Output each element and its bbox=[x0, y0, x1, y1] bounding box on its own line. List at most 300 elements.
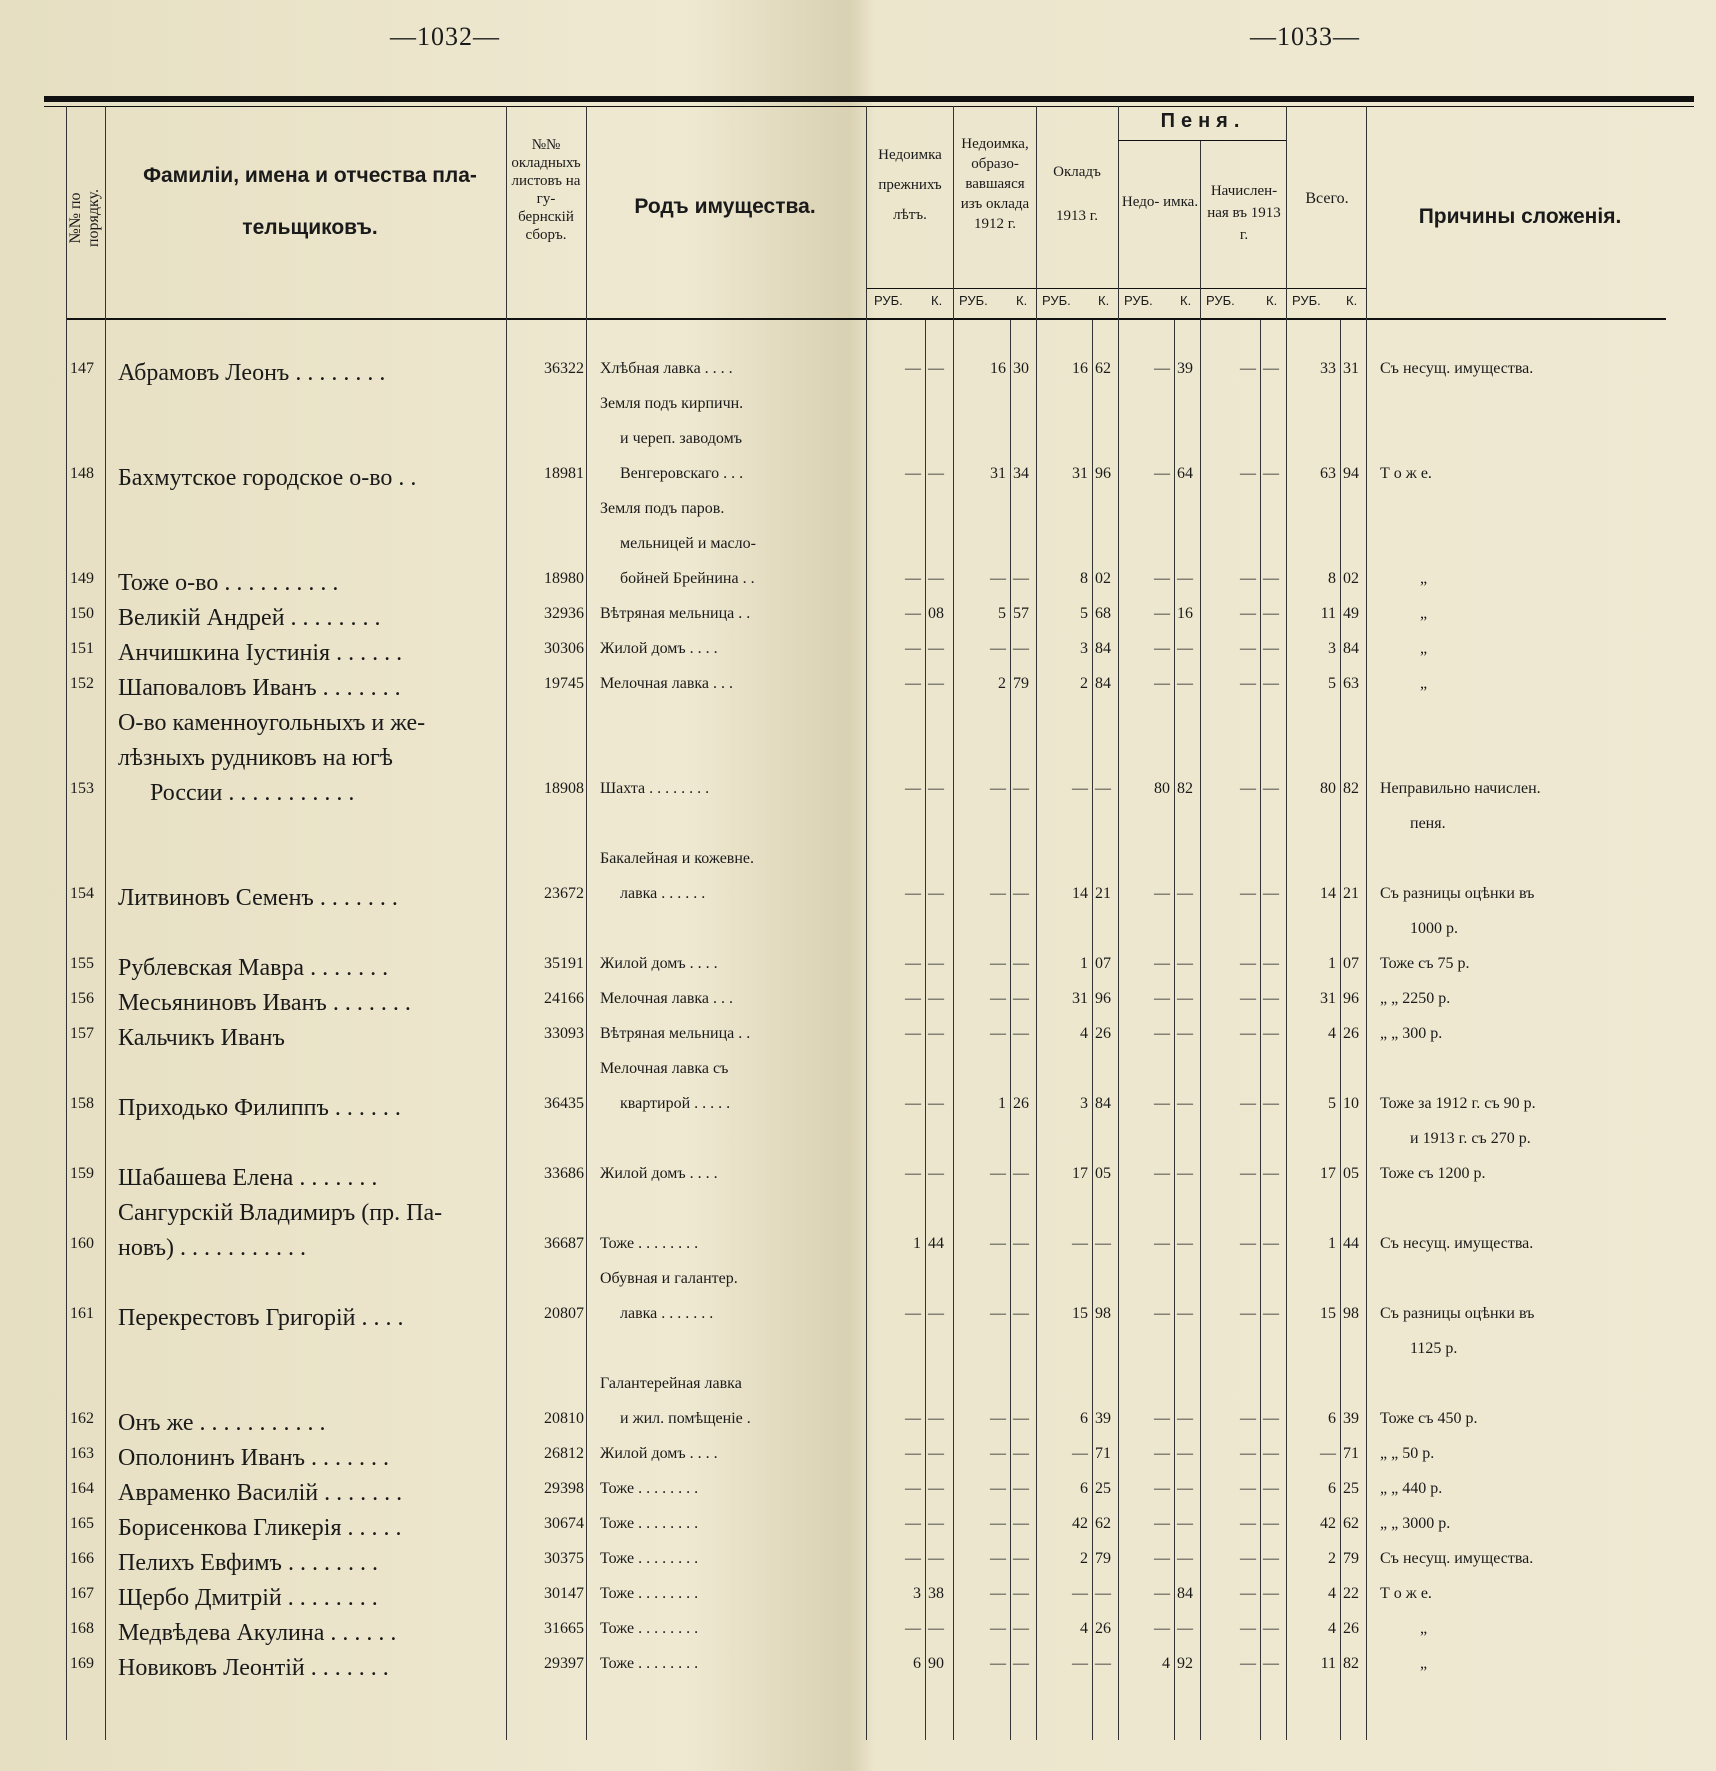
amount-p2-kop: — bbox=[1263, 360, 1279, 377]
property-type: Шахта . . . . . . . . bbox=[600, 780, 710, 797]
property-type: Тоже . . . . . . . . bbox=[600, 1655, 699, 1672]
unit-kop-3: К. bbox=[1180, 293, 1192, 308]
sheet-number: 30674 bbox=[544, 1515, 584, 1532]
amount-p1-kop: 84 bbox=[1177, 1585, 1193, 1602]
amount-p1-kop: — bbox=[1177, 1305, 1193, 1322]
amount-a1-kop: — bbox=[928, 360, 944, 377]
amount-p2-rub: — bbox=[1240, 1515, 1256, 1532]
amount-p1-kop: — bbox=[1177, 1480, 1193, 1497]
header-penalty-1913: Начислен- ная въ 1913 г. bbox=[1207, 183, 1281, 243]
sheet-number: 36322 bbox=[544, 360, 584, 377]
payer-name: Месьяниновъ Иванъ . . . . . . . bbox=[118, 990, 411, 1016]
sheet-number: 18980 bbox=[544, 570, 584, 587]
amount-a2-kop: — bbox=[1013, 1025, 1029, 1042]
amount-o-kop: — bbox=[1095, 1655, 1111, 1672]
payer-name: Шабашева Елена . . . . . . . bbox=[118, 1165, 378, 1191]
amount-a2-kop: — bbox=[1013, 1585, 1029, 1602]
amount-a1-rub: 3 bbox=[913, 1585, 921, 1602]
amount-t-rub: 15 bbox=[1320, 1305, 1336, 1322]
amount-a2-kop: — bbox=[1013, 1620, 1029, 1637]
payer-name: Приходько Филиппъ . . . . . . bbox=[118, 1095, 401, 1121]
amount-p1-kop: 16 bbox=[1177, 605, 1193, 622]
amount-a1-rub: — bbox=[905, 1480, 921, 1497]
payer-name: Анчишкина Iустинiя . . . . . . bbox=[118, 640, 403, 666]
header-penalty-arrears: Недо- имка. bbox=[1121, 194, 1199, 210]
amount-o-kop: 84 bbox=[1095, 640, 1111, 657]
amount-a2-kop: — bbox=[1013, 1305, 1029, 1322]
row-number: 154 bbox=[70, 885, 94, 902]
amount-a2-kop: — bbox=[1013, 780, 1029, 797]
amount-o-rub: 17 bbox=[1072, 1165, 1088, 1182]
payer-name: Щербо Дмитрiй . . . . . . . . bbox=[118, 1585, 378, 1611]
amount-o-kop: 68 bbox=[1095, 605, 1111, 622]
sheet-number: 20810 bbox=[544, 1410, 584, 1427]
reason: „ bbox=[1420, 605, 1428, 622]
amount-t-rub: 42 bbox=[1320, 1515, 1336, 1532]
amount-p2-kop: — bbox=[1263, 1585, 1279, 1602]
amount-p2-kop: — bbox=[1263, 1025, 1279, 1042]
amount-p1-rub: — bbox=[1154, 1585, 1170, 1602]
amount-a2-kop: — bbox=[1013, 1445, 1029, 1462]
payer-name: О-во каменноугольныхъ и же- bbox=[118, 710, 426, 736]
amount-a1-kop: — bbox=[928, 1095, 944, 1112]
sheet-number: 31665 bbox=[544, 1620, 584, 1637]
amount-a1-kop: 08 bbox=[928, 605, 944, 622]
amount-t-kop: 21 bbox=[1343, 885, 1359, 902]
amount-t-rub: 4 bbox=[1328, 1585, 1336, 1602]
sheet-number: 30306 bbox=[544, 640, 584, 657]
amount-p1-rub: — bbox=[1154, 465, 1170, 482]
amount-p2-kop: — bbox=[1263, 1235, 1279, 1252]
payer-name: Великiй Андрей . . . . . . . . bbox=[118, 605, 381, 631]
header-arrears-prior: Недоимка прежнихъ лѣтъ. bbox=[878, 147, 942, 223]
amount-t-kop: 05 bbox=[1343, 1165, 1359, 1182]
amount-a2-kop: 30 bbox=[1013, 360, 1029, 377]
amount-p1-rub: — bbox=[1154, 1305, 1170, 1322]
row-number: 168 bbox=[70, 1620, 94, 1637]
amount-t-rub: 11 bbox=[1320, 1655, 1336, 1672]
payer-name: Пелихъ Евфимъ . . . . . . . . bbox=[118, 1550, 378, 1576]
amount-p1-kop: 82 bbox=[1177, 780, 1193, 797]
amount-o-kop: 26 bbox=[1095, 1620, 1111, 1637]
amount-a1-kop: — bbox=[928, 465, 944, 482]
row-number: 158 bbox=[70, 1095, 94, 1112]
amount-a2-kop: — bbox=[1013, 1515, 1029, 1532]
unit-rub-3: РУБ. bbox=[1124, 293, 1153, 308]
amount-p1-kop: — bbox=[1177, 990, 1193, 1007]
reason: Тоже съ 450 р. bbox=[1380, 1410, 1478, 1427]
header-no: №№ по порядку. bbox=[67, 189, 102, 248]
row-number: 159 bbox=[70, 1165, 94, 1182]
payer-name: Авраменко Василiй . . . . . . . bbox=[118, 1480, 403, 1506]
row-number: 164 bbox=[70, 1480, 94, 1497]
amount-p1-kop: — bbox=[1177, 1620, 1193, 1637]
reason: и 1913 г. съ 270 р. bbox=[1410, 1130, 1531, 1147]
amount-p2-rub: — bbox=[1240, 1305, 1256, 1322]
property-type: Тоже . . . . . . . . bbox=[600, 1480, 699, 1497]
reason: „ bbox=[1420, 640, 1428, 657]
amount-t-kop: 98 bbox=[1343, 1305, 1359, 1322]
amount-t-kop: 94 bbox=[1343, 465, 1359, 482]
header-total: Всего. bbox=[1305, 190, 1349, 207]
amount-a1-kop: — bbox=[928, 885, 944, 902]
property-type: Тоже . . . . . . . . bbox=[600, 1515, 699, 1532]
amount-t-rub: 1 bbox=[1328, 1235, 1336, 1252]
sheet-number: 33093 bbox=[544, 1025, 584, 1042]
amount-p1-rub: 80 bbox=[1154, 780, 1170, 797]
amount-o-kop: 96 bbox=[1095, 465, 1111, 482]
amount-o-rub: 31 bbox=[1072, 465, 1088, 482]
reason: Тоже съ 1200 р. bbox=[1380, 1165, 1486, 1182]
amount-p1-kop: — bbox=[1177, 1550, 1193, 1567]
amount-p2-rub: — bbox=[1240, 1410, 1256, 1427]
amount-t-rub: 11 bbox=[1320, 605, 1336, 622]
reason: 1125 р. bbox=[1410, 1340, 1458, 1357]
amount-o-kop: 26 bbox=[1095, 1025, 1111, 1042]
amount-t-kop: 02 bbox=[1343, 570, 1359, 587]
amount-o-rub: 4 bbox=[1080, 1025, 1088, 1042]
amount-t-rub: 1 bbox=[1328, 955, 1336, 972]
reason: „ „ 3000 р. bbox=[1380, 1515, 1451, 1532]
unit-rub-0: РУБ. bbox=[874, 293, 903, 308]
amount-p2-rub: — bbox=[1240, 955, 1256, 972]
property-type: и череп. заводомъ bbox=[620, 430, 743, 447]
property-type: лавка . . . . . . . bbox=[620, 1305, 714, 1322]
amount-a2-rub: — bbox=[990, 1585, 1006, 1602]
amount-o-kop: 79 bbox=[1095, 1550, 1111, 1567]
amount-p2-rub: — bbox=[1240, 1655, 1256, 1672]
amount-p2-kop: — bbox=[1263, 605, 1279, 622]
amount-a1-rub: — bbox=[905, 1165, 921, 1182]
amount-a1-kop: — bbox=[928, 1025, 944, 1042]
reason: Съ несущ. имущества. bbox=[1380, 1235, 1534, 1252]
property-type: Жилой домъ . . . . bbox=[600, 640, 718, 657]
row-number: 165 bbox=[70, 1515, 94, 1532]
amount-p1-rub: — bbox=[1154, 1235, 1170, 1252]
amount-p1-kop: — bbox=[1177, 955, 1193, 972]
amount-a1-rub: — bbox=[905, 1620, 921, 1637]
row-number: 169 bbox=[70, 1655, 94, 1672]
amount-o-rub: 6 bbox=[1080, 1410, 1088, 1427]
amount-a2-kop: — bbox=[1013, 1165, 1029, 1182]
property-type: Жилой домъ . . . . bbox=[600, 1445, 718, 1462]
reason: „ bbox=[1420, 1655, 1428, 1672]
amount-p2-kop: — bbox=[1263, 465, 1279, 482]
amount-a2-rub: — bbox=[990, 780, 1006, 797]
amount-t-rub: 2 bbox=[1328, 1550, 1336, 1567]
row-number: 163 bbox=[70, 1445, 94, 1462]
amount-a2-kop: — bbox=[1013, 1410, 1029, 1427]
amount-a1-kop: — bbox=[928, 1165, 944, 1182]
amount-a2-kop: 34 bbox=[1013, 465, 1029, 482]
amount-a1-kop: — bbox=[928, 780, 944, 797]
amount-t-rub: 6 bbox=[1328, 1480, 1336, 1497]
amount-a1-rub: — bbox=[905, 1305, 921, 1322]
reason: 1000 р. bbox=[1410, 920, 1458, 937]
sheet-number: 18908 bbox=[544, 780, 584, 797]
amount-p2-rub: — bbox=[1240, 570, 1256, 587]
amount-t-rub: 31 bbox=[1320, 990, 1336, 1007]
payer-name: России . . . . . . . . . . . bbox=[150, 780, 355, 806]
amount-t-kop: 62 bbox=[1343, 1515, 1359, 1532]
amount-p1-kop: 39 bbox=[1177, 360, 1193, 377]
amount-o-kop: 96 bbox=[1095, 990, 1111, 1007]
amount-p2-kop: — bbox=[1263, 1620, 1279, 1637]
amount-a2-rub: — bbox=[990, 1550, 1006, 1567]
header-arrears-1912: Недоимка, образо- вавшаяся изъ оклада 1912 г. bbox=[960, 136, 1030, 232]
unit-kop-5: К. bbox=[1346, 293, 1358, 308]
amount-p1-rub: — bbox=[1154, 885, 1170, 902]
row-number: 167 bbox=[70, 1585, 94, 1602]
amount-o-rub: — bbox=[1072, 1235, 1088, 1252]
amount-t-kop: 71 bbox=[1343, 1445, 1359, 1462]
amount-p2-rub: — bbox=[1240, 1165, 1256, 1182]
amount-a1-kop: — bbox=[928, 1515, 944, 1532]
reason: „ „ 2250 р. bbox=[1380, 990, 1451, 1007]
amount-p1-kop: — bbox=[1177, 1515, 1193, 1532]
amount-t-kop: 82 bbox=[1343, 1655, 1359, 1672]
amount-t-kop: 96 bbox=[1343, 990, 1359, 1007]
reason: пеня. bbox=[1410, 815, 1446, 832]
payer-name: Абрамовъ Леонъ . . . . . . . . bbox=[118, 360, 386, 386]
amount-p1-rub: — bbox=[1154, 1445, 1170, 1462]
amount-p1-rub: 4 bbox=[1162, 1655, 1170, 1672]
amount-p2-kop: — bbox=[1263, 885, 1279, 902]
sheet-number: 19745 bbox=[544, 675, 584, 692]
amount-p2-rub: — bbox=[1240, 1620, 1256, 1637]
amount-a2-kop: — bbox=[1013, 955, 1029, 972]
amount-p2-kop: — bbox=[1263, 1445, 1279, 1462]
amount-t-rub: 6 bbox=[1328, 1410, 1336, 1427]
amount-a2-rub: — bbox=[990, 1235, 1006, 1252]
property-type: Тоже . . . . . . . . bbox=[600, 1585, 699, 1602]
amount-o-rub: 8 bbox=[1080, 570, 1088, 587]
payer-name: Рублевская Мавра . . . . . . . bbox=[118, 955, 389, 981]
amount-p1-kop: — bbox=[1177, 1025, 1193, 1042]
amount-o-kop: 62 bbox=[1095, 1515, 1111, 1532]
payer-name: лѣзныхъ рудниковъ на югѣ bbox=[118, 745, 393, 771]
amount-p2-kop: — bbox=[1263, 570, 1279, 587]
top-rule-thin bbox=[44, 106, 1694, 107]
amount-o-rub: — bbox=[1072, 1445, 1088, 1462]
amount-o-kop: — bbox=[1095, 1585, 1111, 1602]
amount-t-rub: 17 bbox=[1320, 1165, 1336, 1182]
property-type: Мелочная лавка . . . bbox=[600, 990, 734, 1007]
amount-p2-kop: — bbox=[1263, 1550, 1279, 1567]
amount-a1-rub: 6 bbox=[913, 1655, 921, 1672]
amount-a2-rub: — bbox=[990, 1025, 1006, 1042]
amount-a2-kop: — bbox=[1013, 1550, 1029, 1567]
amount-p2-rub: — bbox=[1240, 605, 1256, 622]
amount-p2-kop: — bbox=[1263, 640, 1279, 657]
amount-p1-rub: — bbox=[1154, 1095, 1170, 1112]
amount-o-kop: 02 bbox=[1095, 570, 1111, 587]
unit-rub-4: РУБ. bbox=[1206, 293, 1235, 308]
header-penalty: Пеня. bbox=[1160, 110, 1246, 132]
amount-a1-kop: — bbox=[928, 1550, 944, 1567]
amount-p1-kop: — bbox=[1177, 570, 1193, 587]
reason: „ bbox=[1420, 570, 1428, 587]
header-payer: Фамилiи, имена и отчества пла- тельщиковъ. bbox=[143, 164, 477, 239]
property-type: Вѣтряная мельница . . bbox=[600, 1025, 751, 1042]
amount-a1-kop: — bbox=[928, 1620, 944, 1637]
reason: Тоже съ 75 р. bbox=[1380, 955, 1470, 972]
amount-o-rub: 4 bbox=[1080, 1620, 1088, 1637]
payer-name: новъ) . . . . . . . . . . . bbox=[118, 1235, 306, 1261]
amount-a1-rub: — bbox=[905, 640, 921, 657]
sheet-number: 18981 bbox=[544, 465, 584, 482]
amount-a2-rub: — bbox=[990, 1620, 1006, 1637]
amount-o-rub: 15 bbox=[1072, 1305, 1088, 1322]
payer-name: Тоже о-во . . . . . . . . . . bbox=[118, 570, 339, 596]
amount-a2-rub: — bbox=[990, 1515, 1006, 1532]
amount-p2-kop: — bbox=[1263, 1305, 1279, 1322]
amount-a2-rub: — bbox=[990, 990, 1006, 1007]
amount-p1-kop: — bbox=[1177, 1445, 1193, 1462]
reason: „ „ 440 р. bbox=[1380, 1480, 1443, 1497]
amount-t-kop: 44 bbox=[1343, 1235, 1359, 1252]
amount-p1-rub: — bbox=[1154, 1620, 1170, 1637]
amount-p1-rub: — bbox=[1154, 605, 1170, 622]
amount-o-rub: 42 bbox=[1072, 1515, 1088, 1532]
amount-t-kop: 10 bbox=[1343, 1095, 1359, 1112]
amount-p2-kop: — bbox=[1263, 1655, 1279, 1672]
amount-o-kop: 25 bbox=[1095, 1480, 1111, 1497]
amount-a2-kop: — bbox=[1013, 1480, 1029, 1497]
amount-a2-rub: — bbox=[990, 1480, 1006, 1497]
row-number: 148 bbox=[70, 465, 94, 482]
property-type: Бакалейная и кожевне. bbox=[600, 850, 755, 867]
amount-a2-rub: — bbox=[990, 1305, 1006, 1322]
amount-a1-kop: — bbox=[928, 1480, 944, 1497]
amount-o-rub: — bbox=[1072, 1655, 1088, 1672]
amount-a2-rub: — bbox=[990, 885, 1006, 902]
amount-t-rub: 5 bbox=[1328, 675, 1336, 692]
row-number: 161 bbox=[70, 1305, 94, 1322]
amount-p2-rub: — bbox=[1240, 1480, 1256, 1497]
row-number: 151 bbox=[70, 640, 94, 657]
amount-p2-rub: — bbox=[1240, 780, 1256, 797]
amount-o-kop: 62 bbox=[1095, 360, 1111, 377]
amount-t-rub: 8 bbox=[1328, 570, 1336, 587]
amount-a1-rub: — bbox=[905, 1515, 921, 1532]
amount-a2-rub: — bbox=[990, 955, 1006, 972]
amount-p2-rub: — bbox=[1240, 465, 1256, 482]
payer-name: Медвѣдева Акулина . . . . . . bbox=[118, 1620, 397, 1646]
reason: Съ разницы оцѣнки въ bbox=[1380, 1305, 1535, 1322]
property-type: Обувная и галантер. bbox=[600, 1270, 738, 1287]
amount-a2-kop: — bbox=[1013, 640, 1029, 657]
amount-a1-kop: — bbox=[928, 955, 944, 972]
amount-p2-kop: — bbox=[1263, 1410, 1279, 1427]
amount-p2-kop: — bbox=[1263, 990, 1279, 1007]
row-number: 155 bbox=[70, 955, 94, 972]
property-type: бойней Брейнина . . bbox=[620, 570, 755, 587]
amount-a2-rub: — bbox=[990, 1655, 1006, 1672]
amount-p2-kop: — bbox=[1263, 780, 1279, 797]
reason: Съ несущ. имущества. bbox=[1380, 360, 1534, 377]
amount-o-rub: 3 bbox=[1080, 640, 1088, 657]
amount-p1-kop: — bbox=[1177, 1165, 1193, 1182]
amount-t-rub: 4 bbox=[1328, 1620, 1336, 1637]
row-number: 156 bbox=[70, 990, 94, 1007]
amount-a2-rub: — bbox=[990, 1165, 1006, 1182]
amount-p1-rub: — bbox=[1154, 570, 1170, 587]
amount-p2-kop: — bbox=[1263, 1095, 1279, 1112]
amount-a1-kop: — bbox=[928, 1305, 944, 1322]
property-type: и жил. помѣщенiе . bbox=[620, 1410, 751, 1427]
row-number: 152 bbox=[70, 675, 94, 692]
amount-o-kop: 39 bbox=[1095, 1410, 1111, 1427]
amount-a2-kop: — bbox=[1013, 570, 1029, 587]
header-property: Родъ имущества. bbox=[634, 195, 816, 218]
amount-p1-rub: — bbox=[1154, 360, 1170, 377]
property-type: Венгеровскаго . . . bbox=[620, 465, 744, 482]
header-salary-1913: Окладъ 1913 г. bbox=[1053, 164, 1101, 224]
top-rule bbox=[44, 96, 1694, 102]
amount-o-rub: 16 bbox=[1072, 360, 1088, 377]
amount-a1-rub: — bbox=[905, 570, 921, 587]
unit-rub-2: РУБ. bbox=[1042, 293, 1071, 308]
row-number: 153 bbox=[70, 780, 94, 797]
amount-p1-kop: — bbox=[1177, 675, 1193, 692]
property-type: Тоже . . . . . . . . bbox=[600, 1550, 699, 1567]
amount-o-rub: — bbox=[1072, 780, 1088, 797]
amount-p1-rub: — bbox=[1154, 1550, 1170, 1567]
amount-a2-rub: 31 bbox=[990, 465, 1006, 482]
amount-a2-kop: 79 bbox=[1013, 675, 1029, 692]
amount-o-rub: — bbox=[1072, 1585, 1088, 1602]
left-page-number: —1032— bbox=[390, 22, 500, 51]
row-number: 149 bbox=[70, 570, 94, 587]
amount-t-kop: 07 bbox=[1343, 955, 1359, 972]
sheet-number: 36435 bbox=[544, 1095, 584, 1112]
amount-o-rub: 6 bbox=[1080, 1480, 1088, 1497]
amount-p1-rub: — bbox=[1154, 675, 1170, 692]
sheet-number: 29397 bbox=[544, 1655, 584, 1672]
amount-a1-kop: — bbox=[928, 640, 944, 657]
property-type: Мелочная лавка съ bbox=[600, 1060, 729, 1077]
sheet-number: 30147 bbox=[544, 1585, 584, 1602]
amount-t-rub: 14 bbox=[1320, 885, 1336, 902]
amount-a1-kop: 38 bbox=[928, 1585, 944, 1602]
payer-name: Литвиновъ Семенъ . . . . . . . bbox=[118, 885, 398, 911]
amount-t-rub: 4 bbox=[1328, 1025, 1336, 1042]
reason: „ bbox=[1420, 1620, 1428, 1637]
property-type: мельницей и масло- bbox=[620, 535, 756, 552]
amount-a1-rub: — bbox=[905, 780, 921, 797]
unit-kop-0: К. bbox=[931, 293, 943, 308]
amount-a1-rub: — bbox=[905, 1445, 921, 1462]
amount-p1-rub: — bbox=[1154, 1025, 1170, 1042]
amount-a1-rub: — bbox=[905, 1025, 921, 1042]
amount-p1-kop: — bbox=[1177, 640, 1193, 657]
amount-p2-rub: — bbox=[1240, 675, 1256, 692]
amount-p2-kop: — bbox=[1263, 1165, 1279, 1182]
amount-p1-rub: — bbox=[1154, 1515, 1170, 1532]
amount-o-kop: 07 bbox=[1095, 955, 1111, 972]
amount-p1-rub: — bbox=[1154, 640, 1170, 657]
amount-o-rub: 3 bbox=[1080, 1095, 1088, 1112]
reason: Т о ж е. bbox=[1380, 1585, 1432, 1602]
sheet-number: 29398 bbox=[544, 1480, 584, 1497]
payer-name: Перекрестовъ Григорiй . . . . bbox=[118, 1305, 404, 1331]
amount-a1-rub: — bbox=[905, 465, 921, 482]
amount-t-rub: — bbox=[1320, 1445, 1336, 1462]
unit-rub-1: РУБ. bbox=[959, 293, 988, 308]
amount-t-kop: 84 bbox=[1343, 640, 1359, 657]
row-number: 157 bbox=[70, 1025, 94, 1042]
